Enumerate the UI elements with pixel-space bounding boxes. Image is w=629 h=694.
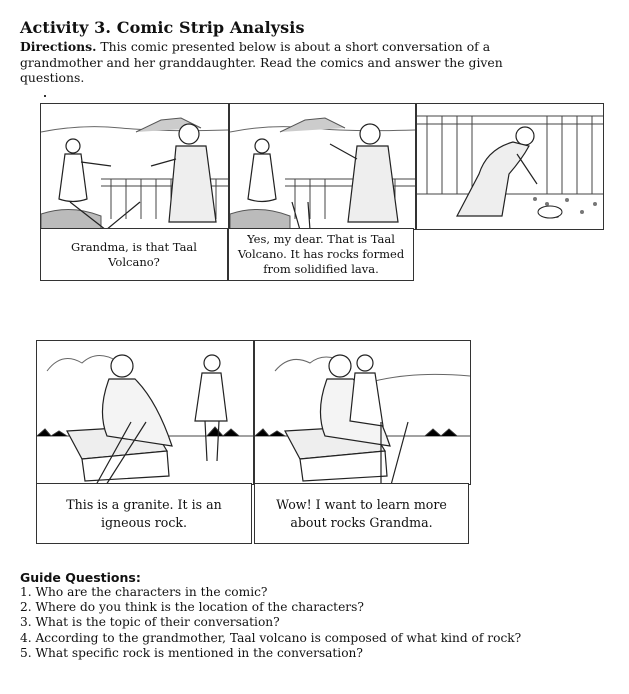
speech-pointers-row-2 [36,420,476,490]
speech-bubble-4: This is a granite. It is an igneous rock. [36,483,252,544]
panel-3-illustration [417,104,603,229]
speech-bubble-5: Wow! I want to learn more about rocks Grandma. [254,483,469,544]
question-4: 4. According to the grandmother, Taal volcano is composed of what kind of rock? [20,630,522,645]
activity-title: Activity 3. Comic Strip Analysis [20,18,305,37]
question-5: 5. What specific rock is mentioned in the conversation? [20,645,363,660]
directions-paragraph [20,39,520,86]
question-3: 3. What is the topic of their conversation? [20,615,280,630]
guide-questions-title: Guide Questions: [20,570,141,585]
question-2: 2. Where do you think is the location of the characters? [20,600,364,615]
directions-label: Directions. [20,39,97,54]
directions-text: This comic presented below is about a short conversation of a grandmother and her granddaughter. Read the comics and answer the given questions. [20,39,503,85]
speech-bubble-1: Grandma, is that Taal Volcano? [40,228,228,281]
stray-mark [44,95,46,97]
comic-panel-3 [416,103,604,230]
question-1: 1. Who are the characters in the comic? [20,585,268,599]
guide-questions-list [20,585,521,661]
speech-bubble-2: Yes, my dear. That is Taal Volcano. It has rocks formed from solidified lava. [228,228,414,281]
